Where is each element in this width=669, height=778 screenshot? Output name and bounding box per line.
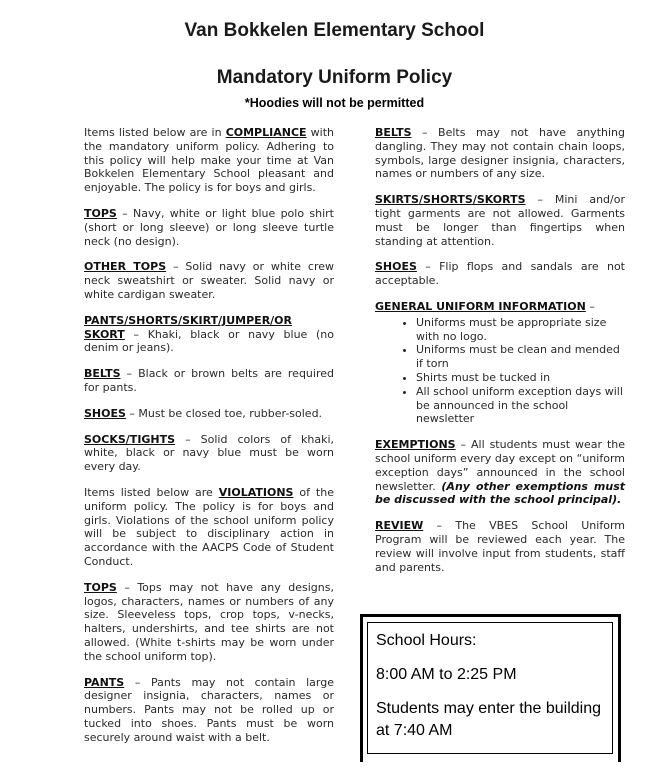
belts-violation-heading: BELTS [375,126,412,139]
left-column [84,126,334,756]
compliance-keyword: COMPLIANCE [225,126,307,139]
review-rule: REVIEW – The VBES School Uniform Program will be reviewed each year. The review will involve input from students, staff and parents. [375,519,625,574]
violation-tops-heading: TOPS [84,580,117,594]
school-hours-entry: Students may enter the building at 7:40 AM [376,700,602,739]
right-column [375,126,625,586]
school-hours-box [367,622,613,754]
skirts-heading: SKIRTS/SHORTS/SKORTS [375,193,526,207]
socks-rule: SOCKS/TIGHTS – Solid colors of khaki, white, black or navy blue must be worn every day. [84,432,334,474]
list-item: • Uniforms must be clean and mended if torn [416,343,625,371]
violation-tops-rule: TOPS – Tops may not have any designs, logos, characters, names or numbers of any size. Sleeveless tops, crop tops, v-necks, halters, undershirts, and tee shirts are not allowed. (White t-shirts may be worn under the school uniform top). [84,580,334,663]
tops-rule: TOPS – Navy, white or light blue polo shirt (short or long sleeve) or long sleeve turtle neck (no design). [84,206,334,248]
violation-pants-heading: PANTS [84,675,125,689]
review-heading: REVIEW [375,519,424,533]
list-item: • Uniforms must be appropriate size with no logo. [416,316,625,344]
school-name: Van Bokkelen Elementary School [184,20,485,41]
policy-title: Mandatory Uniform Policy [216,67,453,88]
shoes-violation-rule: SHOES – Flip flops and sandals are not acceptable. [375,260,625,288]
school-hours-time: 8:00 AM to 2:25 PM [376,666,517,683]
list-item: • All school uniform exception days will be announced in the school newsletter [416,385,625,426]
list-item: • Shirts must be tucked in [416,371,625,385]
general-info-heading: GENERAL UNIFORM INFORMATION [375,299,586,313]
belts-violation-rule: BELTS – Belts may not have anything dangling. They may not contain chain loops, symbols, large designer insignia, characters, names or numbers of any size. [375,126,625,181]
pants-rule: PANTS/SHORTS/SKIRT/JUMPER/OR SKORT – Khaki, black or navy blue (no denim or jeans). [84,313,334,355]
violations-intro: Items listed below are VIOLATIONS of the uniform policy. The policy is for boys and girls. Violations of the school uniform policy will be subject to disciplinary action in accordance with the AACPS Code of Student Conduct. [84,485,334,568]
belts-rule: BELTS – Black or brown belts are required for pants. [84,367,334,394]
school-hours-title: School Hours: [376,632,477,649]
shoes-rule: SHOES – Must be closed toe, rubber-soled. [84,406,323,420]
exemptions-note: (Any other exemptions must be discussed with the school principal). [375,479,625,507]
other-tops-rule: OTHER TOPS – Solid navy or white crew neck sweatshirt or sweater. Solid navy or white cardigan sweater. [84,260,335,301]
belts-heading: BELTS [84,367,121,381]
shoes-heading: SHOES [84,406,126,420]
exemptions-heading: EXEMPTIONS [375,438,456,452]
general-info-list [375,316,625,426]
hoodies-note: *Hoodies will not be permitted [244,96,425,110]
exemptions-rule: EXEMPTIONS – All students must wear the school uniform every day except on “uniform exception days” announced in the school newsletter. (Any other exemptions must be discussed with the school principal). [375,438,625,507]
violations-keyword: VIOLATIONS [218,485,294,499]
skirts-rule: SKIRTS/SHORTS/SKORTS – Mini and/or tight garments are not allowed. Garments must be longer than fingertips when standing at attention. [375,193,625,248]
pants-heading: PANTS/SHORTS/SKIRT/JUMPER/OR SKORT [84,313,293,341]
tops-heading: TOPS [84,206,117,220]
shoes-violation-heading: SHOES [375,260,417,274]
general-info-heading-line: GENERAL UNIFORM INFORMATION – [375,299,595,313]
socks-heading: SOCKS/TIGHTS [84,432,176,446]
compliance-intro: Items listed below are in COMPLIANCE with the mandatory uniform policy. Adhering to this policy will help make your time at Van Bokkelen Elementary School pleasant and enjoyable. The policy is for boys and girls. [84,126,334,195]
violation-pants-rule: PANTS – Pants may not contain large designer insignia, characters, names or numbers. Pants may not be rolled up or tucked into shoes. Pants must be worn securely around waist with a belt. [84,675,334,744]
other-tops-heading: OTHER TOPS [84,260,167,274]
